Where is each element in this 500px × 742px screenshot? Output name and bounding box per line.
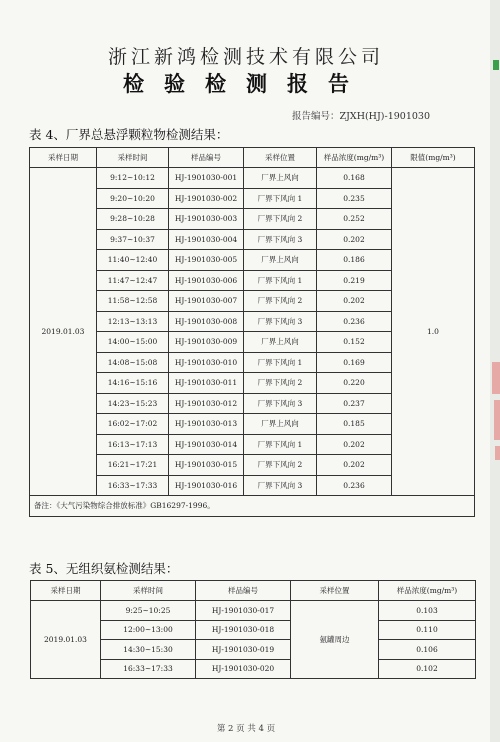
- red-stamp-mark: [492, 362, 500, 394]
- sampling-time-cell: 16:02~17:02: [97, 414, 169, 435]
- sampling-time-cell: 14:00~15:00: [97, 332, 169, 353]
- column-header: 采样时间: [101, 581, 196, 601]
- sampling-location-cell: 厂界下风向 2: [244, 455, 317, 476]
- sample-id-cell: HJ-1901030-004: [169, 229, 244, 250]
- sample-id-cell: HJ-1901030-008: [169, 311, 244, 332]
- sampling-time-cell: 11:47~12:47: [97, 270, 169, 291]
- column-header: 样品编号: [196, 581, 291, 601]
- concentration-cell: 0.202: [317, 229, 392, 250]
- report-number: 报告编号：ZJXH(HJ)-1901030: [292, 111, 430, 122]
- sample-id-cell: HJ-1901030-013: [169, 414, 244, 435]
- sampling-time-cell: 12:00~13:00: [101, 620, 196, 640]
- sampling-location-cell: 厂界下风向 3: [244, 311, 317, 332]
- sampling-time-cell: 11:40~12:40: [97, 250, 169, 271]
- sample-id-cell: HJ-1901030-003: [169, 209, 244, 230]
- sample-id-cell: HJ-1901030-012: [169, 393, 244, 414]
- sampling-time-cell: 14:08~15:08: [97, 352, 169, 373]
- sampling-location-cell: 厂界下风向 3: [244, 475, 317, 496]
- table-header-row: [31, 581, 476, 601]
- sampling-location-cell: 厂界下风向 1: [244, 434, 317, 455]
- table-note: 备注：《大气污染物综合排放标准》GB16297-1996。: [30, 496, 475, 517]
- column-header: 样品编号: [169, 148, 244, 168]
- sample-id-cell: HJ-1901030-016: [169, 475, 244, 496]
- page-footer: 第 2 页 共 4 页: [216, 724, 276, 734]
- sampling-time-cell: 16:21~17:21: [97, 455, 169, 476]
- concentration-cell: 0.236: [317, 311, 392, 332]
- sample-id-cell: HJ-1901030-018: [196, 620, 291, 640]
- table-row: [30, 168, 475, 189]
- green-tab-mark: [493, 60, 499, 70]
- concentration-cell: 0.202: [317, 434, 392, 455]
- table-header-row: [30, 148, 475, 168]
- limit-cell: 1.0: [392, 168, 475, 496]
- concentration-cell: 0.219: [317, 270, 392, 291]
- concentration-cell: 0.237: [317, 393, 392, 414]
- sampling-location-cell: 厂界下风向 3: [244, 229, 317, 250]
- sampling-time-cell: 9:20~10:20: [97, 188, 169, 209]
- concentration-cell: 0.186: [317, 250, 392, 271]
- sampling-time-cell: 9:28~10:28: [97, 209, 169, 230]
- sampling-time-cell: 14:30~15:30: [101, 640, 196, 660]
- column-header: 采样位置: [291, 581, 379, 601]
- sampling-location-cell: 厂界下风向 2: [244, 209, 317, 230]
- sampling-location-cell: 厂界上风向: [244, 332, 317, 353]
- sample-id-cell: HJ-1901030-002: [169, 188, 244, 209]
- concentration-cell: 0.152: [317, 332, 392, 353]
- sampling-location-cell: 厂界上风向: [244, 414, 317, 435]
- sampling-time-cell: 11:58~12:58: [97, 291, 169, 312]
- concentration-cell: 0.236: [317, 475, 392, 496]
- sampling-location-cell: 厂界上风向: [244, 250, 317, 271]
- sampling-location-cell: 厂界上风向: [244, 168, 317, 189]
- sampling-location-cell: 厂界下风向 1: [244, 188, 317, 209]
- column-header: 限值(mg/m³): [392, 148, 475, 168]
- red-stamp-mark: [495, 446, 500, 460]
- company-name: 浙江新鸿检测技术有限公司: [107, 46, 384, 68]
- sampling-location-cell: 氨罐周边: [291, 601, 379, 679]
- sampling-time-cell: 12:13~13:13: [97, 311, 169, 332]
- concentration-cell: 0.168: [317, 168, 392, 189]
- sample-id-cell: HJ-1901030-001: [169, 168, 244, 189]
- concentration-cell: 0.169: [317, 352, 392, 373]
- sample-id-cell: HJ-1901030-010: [169, 352, 244, 373]
- sample-id-cell: HJ-1901030-019: [196, 640, 291, 660]
- page-edge: [490, 0, 500, 742]
- sample-id-cell: HJ-1901030-020: [196, 659, 291, 679]
- table4-caption: 表 4、厂界总悬浮颗粒物检测结果：: [29, 127, 229, 142]
- table-row: [31, 601, 476, 621]
- column-header: 样品浓度(mg/m³): [379, 581, 476, 601]
- sampling-location-cell: 厂界下风向 1: [244, 352, 317, 373]
- sample-id-cell: HJ-1901030-009: [169, 332, 244, 353]
- sampling-time-cell: 9:12~10:12: [97, 168, 169, 189]
- sampling-date-cell: 2019.01.03: [30, 168, 97, 496]
- column-header: 采样日期: [30, 148, 97, 168]
- concentration-cell: 0.252: [317, 209, 392, 230]
- concentration-cell: 0.202: [317, 291, 392, 312]
- sampling-time-cell: 14:16~15:16: [97, 373, 169, 394]
- sampling-location-cell: 厂界下风向 1: [244, 270, 317, 291]
- sample-id-cell: HJ-1901030-014: [169, 434, 244, 455]
- sampling-location-cell: 厂界下风向 3: [244, 393, 317, 414]
- concentration-cell: 0.103: [379, 601, 476, 621]
- sampling-time-cell: 9:25~10:25: [101, 601, 196, 621]
- column-header: 采样日期: [31, 581, 101, 601]
- red-stamp-mark: [494, 400, 500, 440]
- concentration-cell: 0.110: [379, 620, 476, 640]
- sampling-time-cell: 9:37~10:37: [97, 229, 169, 250]
- sampling-date-cell: 2019.01.03: [31, 601, 101, 679]
- sample-id-cell: HJ-1901030-015: [169, 455, 244, 476]
- sampling-time-cell: 16:33~17:33: [101, 659, 196, 679]
- report-title: 检验检测报告: [123, 71, 369, 96]
- concentration-cell: 0.202: [317, 455, 392, 476]
- sampling-location-cell: 厂界下风向 2: [244, 291, 317, 312]
- column-header: 样品浓度(mg/m³): [317, 148, 392, 168]
- sampling-time-cell: 16:13~17:13: [97, 434, 169, 455]
- note-row: [30, 496, 475, 517]
- sample-id-cell: HJ-1901030-006: [169, 270, 244, 291]
- table5-caption: 表 5、无组织氨检测结果：: [29, 561, 179, 576]
- concentration-cell: 0.102: [379, 659, 476, 679]
- sample-id-cell: HJ-1901030-017: [196, 601, 291, 621]
- sampling-time-cell: 16:33~17:33: [97, 475, 169, 496]
- sampling-location-cell: 厂界下风向 2: [244, 373, 317, 394]
- sample-id-cell: HJ-1901030-005: [169, 250, 244, 271]
- concentration-cell: 0.235: [317, 188, 392, 209]
- column-header: 采样位置: [244, 148, 317, 168]
- concentration-cell: 0.185: [317, 414, 392, 435]
- column-header: 采样时间: [97, 148, 169, 168]
- tsp-results-table: [29, 147, 475, 517]
- sample-id-cell: HJ-1901030-007: [169, 291, 244, 312]
- sample-id-cell: HJ-1901030-011: [169, 373, 244, 394]
- sampling-time-cell: 14:23~15:23: [97, 393, 169, 414]
- concentration-cell: 0.220: [317, 373, 392, 394]
- ammonia-results-table: [30, 580, 476, 679]
- concentration-cell: 0.106: [379, 640, 476, 660]
